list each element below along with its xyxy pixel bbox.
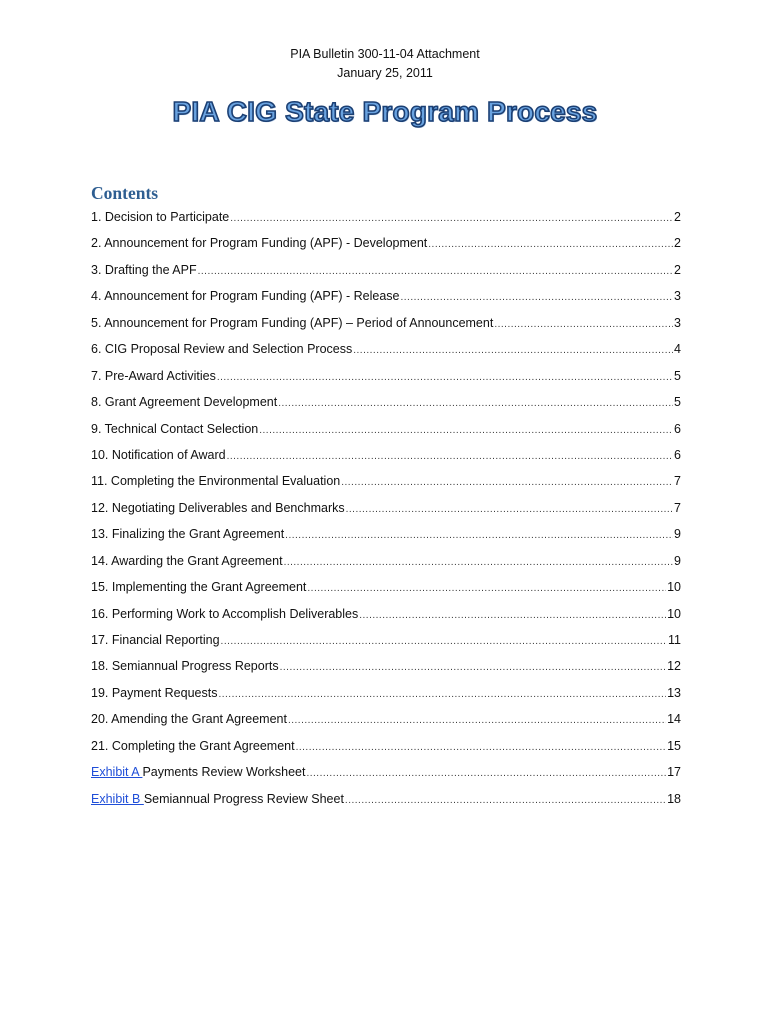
toc-entry[interactable] (91, 657, 681, 683)
toc-entry-text: 7. Pre-Award Activities (91, 368, 216, 383)
toc-page-number: 10 (667, 606, 681, 621)
toc-entry[interactable] (91, 234, 681, 260)
toc-entry-text: Semiannual Progress Review Sheet (143, 791, 344, 806)
toc-entry-label (91, 684, 217, 702)
toc-page-number: 4 (674, 342, 681, 357)
toc-dot-leader (198, 263, 673, 281)
toc-entry[interactable] (91, 261, 681, 287)
toc-entry-text: 10. Notification of Award (91, 447, 226, 462)
toc-entry[interactable] (91, 367, 681, 393)
toc-entry-text: 19. Payment Requests (91, 685, 218, 700)
toc-dot-leader (288, 712, 666, 730)
toc-dot-leader (221, 633, 667, 651)
toc-entry-text: 9. Technical Contact Selection (91, 421, 259, 436)
toc-page-number: 7 (674, 500, 681, 515)
toc-page-number: 6 (674, 447, 681, 462)
toc-dot-leader (345, 792, 666, 810)
toc-entry-text: 13. Finalizing the Grant Agreement (91, 527, 285, 542)
toc-entry[interactable] (91, 287, 681, 313)
document-title: PIA CIG State Program Process (172, 96, 598, 127)
toc-page-number: 9 (674, 553, 681, 568)
toc-dot-leader (218, 686, 666, 704)
toc-entry-text: Payments Review Worksheet (142, 765, 306, 780)
exhibit-link[interactable]: Exhibit A (91, 765, 143, 780)
toc-entry[interactable] (91, 552, 681, 578)
toc-entry-text: 3. Drafting the APF (91, 262, 197, 277)
date-line: January 25, 2011 (337, 66, 433, 80)
toc-entry-label (91, 446, 226, 464)
toc-entry-label (91, 234, 427, 252)
toc-entry-text: 18. Semiannual Progress Reports (91, 659, 279, 674)
toc-entry-text: 1. Decision to Participate (91, 210, 230, 224)
toc-page-number: 10 (667, 580, 681, 595)
toc-entry[interactable] (91, 499, 681, 525)
toc-dot-leader (494, 316, 673, 334)
toc-dot-leader (217, 369, 673, 387)
toc-entry-label (91, 657, 279, 675)
toc-entry-text: 12. Negotiating Deliverables and Benchmarks (91, 500, 345, 515)
toc-entry-text: 16. Performing Work to Accomplish Deliverables (91, 606, 359, 621)
toc-entry[interactable] (91, 420, 681, 446)
toc-entry-label (91, 208, 229, 226)
toc-entry-label (91, 552, 283, 570)
toc-dot-leader (359, 607, 666, 625)
toc-entry[interactable] (91, 790, 681, 816)
toc-dot-leader (306, 765, 666, 783)
toc-entry[interactable] (91, 525, 681, 551)
toc-dot-leader (307, 580, 666, 598)
toc-entry-text: 2. Announcement for Program Funding (APF) - Development (91, 236, 428, 251)
toc-dot-leader (285, 527, 673, 545)
contents-heading: Contents (91, 183, 159, 203)
toc-dot-leader (346, 501, 673, 519)
toc-entry-label (91, 631, 220, 649)
table-of-contents (91, 208, 681, 816)
exhibit-link[interactable]: Exhibit B (91, 791, 144, 806)
document-header (0, 45, 770, 83)
toc-entry-label (91, 578, 306, 596)
toc-entry[interactable] (91, 472, 681, 498)
toc-entry-label (91, 261, 197, 279)
toc-entry[interactable] (91, 684, 681, 710)
toc-page-number: 5 (674, 368, 681, 383)
toc-entry-label (91, 367, 216, 385)
toc-dot-leader (428, 236, 673, 254)
toc-page-number: 2 (674, 236, 681, 251)
toc-entry-text: 21. Completing the Grant Agreement (91, 738, 295, 753)
toc-dot-leader (227, 448, 673, 466)
toc-page-number: 14 (667, 712, 681, 727)
toc-entry[interactable] (91, 314, 681, 340)
toc-entry[interactable] (91, 631, 681, 657)
toc-entry-text: 11. Completing the Environmental Evaluation (91, 474, 341, 489)
toc-entry-text: 20. Amending the Grant Agreement (91, 712, 287, 727)
toc-page-number: 5 (674, 395, 681, 410)
toc-entry-text: 8. Grant Agreement Development (91, 395, 278, 410)
toc-entry-label (91, 790, 344, 808)
toc-entry-text: 17. Financial Reporting (91, 633, 220, 647)
toc-entry-label (91, 605, 358, 623)
toc-page-number: 3 (674, 315, 681, 330)
toc-page-number: 11 (668, 633, 681, 647)
toc-page-number: 7 (674, 474, 681, 489)
toc-page-number: 15 (667, 738, 681, 753)
toc-dot-leader (280, 659, 666, 677)
toc-dot-leader (259, 422, 673, 440)
toc-entry-label (91, 499, 345, 517)
toc-entry-label (91, 710, 287, 728)
toc-dot-leader (341, 474, 673, 492)
toc-dot-leader (400, 289, 673, 307)
toc-entry[interactable] (91, 578, 681, 604)
bulletin-line: PIA Bulletin 300-11-04 Attachment (290, 47, 480, 61)
toc-dot-leader (230, 210, 673, 228)
toc-page-number: 12 (667, 659, 681, 674)
toc-entry[interactable] (91, 710, 681, 736)
toc-entry[interactable] (91, 208, 681, 234)
toc-dot-leader (296, 739, 667, 757)
toc-entry-label (91, 314, 493, 332)
toc-page-number: 18 (667, 791, 681, 806)
toc-entry-label (91, 420, 258, 438)
toc-entry-label (91, 340, 352, 358)
toc-entry-label (91, 737, 295, 755)
toc-entry[interactable] (91, 340, 681, 366)
toc-dot-leader (278, 395, 673, 413)
toc-entry[interactable] (91, 763, 681, 789)
toc-entry-text: 5. Announcement for Program Funding (APF) – Period of Announcement (91, 315, 494, 330)
toc-page-number: 2 (674, 262, 681, 277)
toc-page-number: 13 (667, 685, 681, 700)
toc-entry-label (91, 287, 399, 305)
toc-entry-text: 4. Announcement for Program Funding (APF) - Release (91, 289, 400, 304)
toc-entry-label (91, 393, 277, 411)
toc-entry[interactable] (91, 605, 681, 631)
toc-page-number: 6 (674, 421, 681, 436)
toc-page-number: 9 (674, 527, 681, 542)
toc-entry-text: 14. Awarding the Grant Agreement (91, 553, 283, 568)
toc-entry-label (91, 472, 340, 490)
toc-dot-leader (284, 554, 673, 572)
toc-entry[interactable] (91, 446, 681, 472)
toc-entry-label (91, 763, 305, 781)
toc-page-number: 2 (674, 210, 681, 224)
toc-entry-text: 6. CIG Proposal Review and Selection Process (91, 342, 353, 357)
toc-page-number: 17 (667, 765, 681, 780)
toc-entry[interactable] (91, 737, 681, 763)
toc-entry-label (91, 525, 284, 543)
toc-page-number: 3 (674, 289, 681, 304)
toc-entry[interactable] (91, 393, 681, 419)
toc-entry-text: 15. Implementing the Grant Agreement (91, 580, 307, 595)
toc-dot-leader (353, 342, 673, 360)
